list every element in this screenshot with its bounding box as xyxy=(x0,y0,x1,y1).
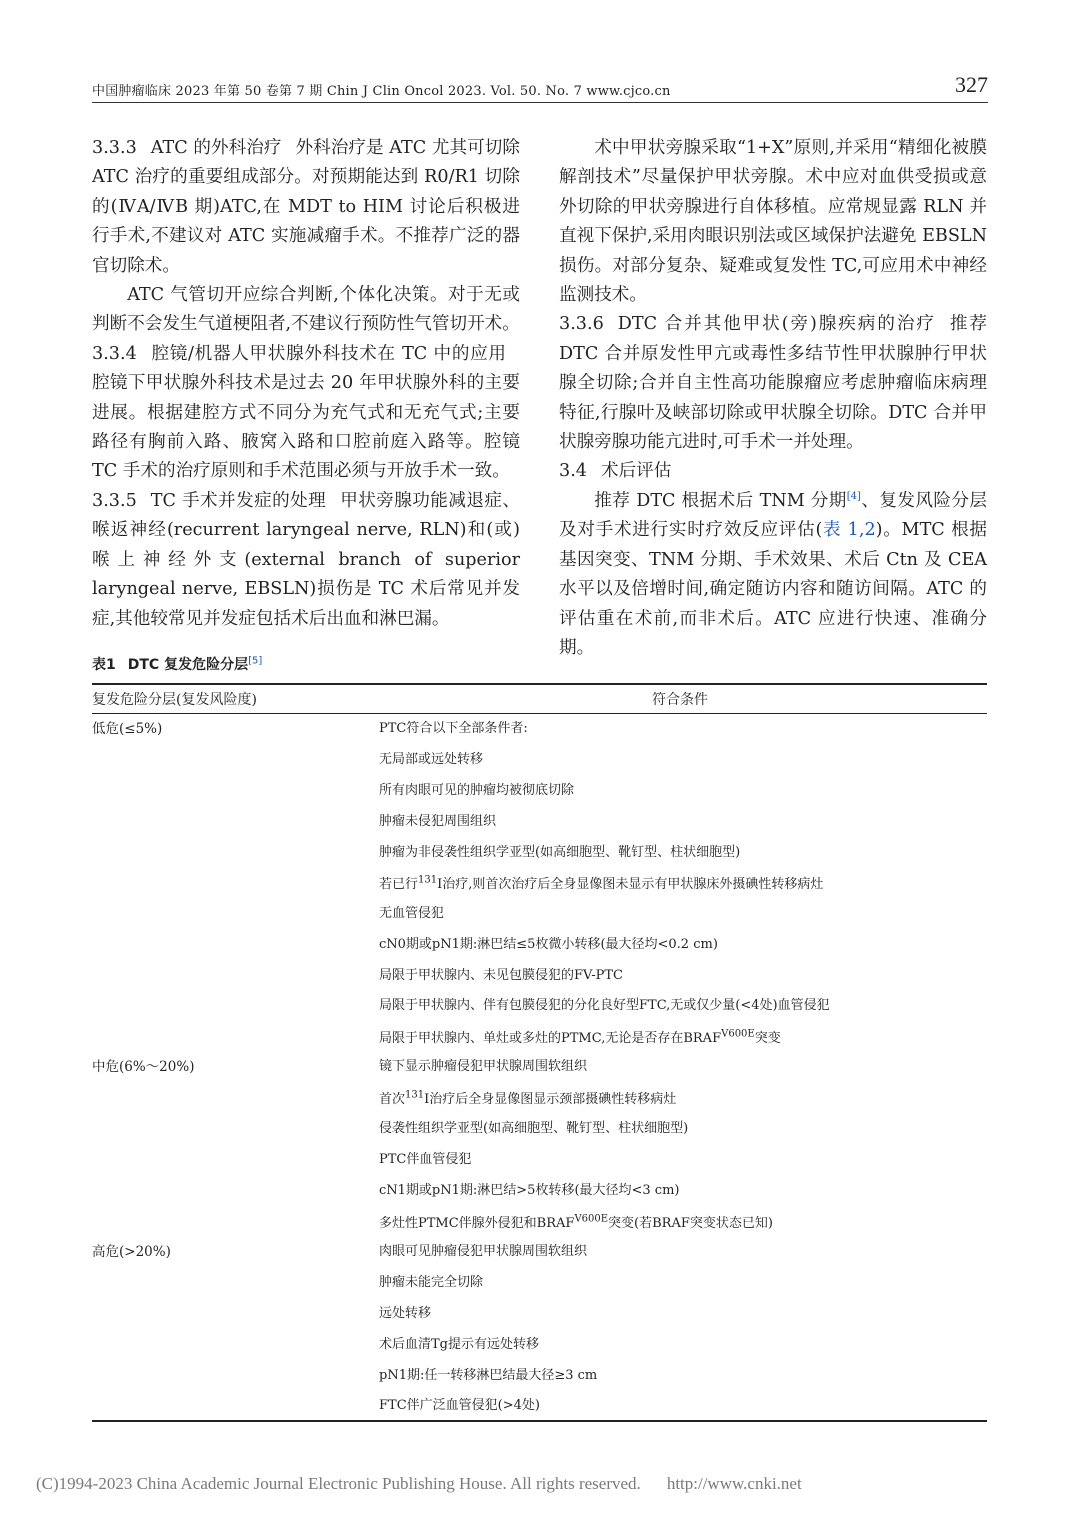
criterion: 无血管侵犯 xyxy=(379,906,445,921)
criterion: FTC伴广泛血管侵犯(>4处) xyxy=(379,1398,540,1413)
criterion: 肿瘤为非侵袭性组织学亚型(如高细胞型、靴钉型、柱状细胞型) xyxy=(379,845,741,860)
section-number: 3.3.5 xyxy=(92,490,137,511)
table-link[interactable]: 表 1,2 xyxy=(822,520,876,541)
parathyroid-paragraph: 术中甲状旁腺采取“1+X”原则,并采用“精细化被膜解剖技术”尽量保护甲状旁腺。术中应对血供受损或意外切除的甲状旁腺进行自体移植。应常规显露 RLN 并直视下保护,采用肉眼识别法或区域保护法避免 EBSLN 损伤。对部分复杂、疑难或复发性 TC,可应用术中神经监测技术。 xyxy=(559,138,987,306)
section-title: DTC 合并其他甲状(旁)腺疾病的治疗 xyxy=(617,314,936,335)
section-number: 3.3.3 xyxy=(92,138,137,158)
section-title: 腔镜/机器人甲状腺外科技术在 TC 中的应用 xyxy=(150,343,506,364)
page-footer xyxy=(36,1474,802,1494)
text-run: 突变(若BRAF突变状态已知) xyxy=(608,1216,773,1231)
superscript: 131 xyxy=(405,1089,425,1101)
section-title: ATC 的外科治疗 xyxy=(150,138,282,158)
criterion: 无局部或远处转移 xyxy=(379,752,484,767)
text-run: 推荐 DTC 根据术后 TNM 分期 xyxy=(594,490,847,511)
column-header-criteria: 符合条件 xyxy=(652,692,708,708)
tracheotomy-paragraph: ATC 气管切开应综合判断,个体化决策。对于无或判断不会发生气道梗阻者,不建议行预防性气管切开术。 xyxy=(92,285,520,335)
table-caption xyxy=(92,654,262,674)
section-number: 3.4 xyxy=(559,461,587,482)
criterion xyxy=(379,873,823,892)
left-column xyxy=(92,134,520,634)
table-header-rule xyxy=(92,713,987,714)
superscript: 131 xyxy=(418,874,438,886)
criterion: cN1期或pN1期:淋巴结>5枚转移(最大径均<3 cm) xyxy=(379,1183,680,1198)
text-run: 首次 xyxy=(379,1092,406,1107)
copyright-notice: (C)1994-2023 China Academic Journal Electronic Publishing House. All rights reserved. xyxy=(36,1474,641,1493)
criterion: 肿瘤未侵犯周围组织 xyxy=(379,814,497,829)
criterion: 远处转移 xyxy=(379,1306,432,1321)
risk-level-low: 低危(≤5%) xyxy=(92,721,163,737)
evaluation-paragraph xyxy=(559,487,987,663)
text-run: 突变 xyxy=(754,1031,781,1046)
criterion: PTC伴血管侵犯 xyxy=(379,1152,472,1167)
section-3-3-6 xyxy=(559,310,987,457)
section-body: 外科治疗是 ATC 尤其可切除 ATC 治疗的重要组成部分。对预期能达到 R0/R1 切除的(ⅣA/ⅣB 期)ATC,在 MDT to HIM 讨论后积极进行手术,不建议对 ATC 实施减瘤手术。不推荐广泛的器官切除术。 xyxy=(92,138,520,276)
text-run: 多灶性PTMC伴腺外侵犯和BRAF xyxy=(379,1216,575,1231)
criterion: cN0期或pN1期:淋巴结≤5枚微小转移(最大径均<0.2 cm) xyxy=(379,937,718,952)
criterion xyxy=(379,1088,676,1107)
criterion: 术后血清Tg提示有远处转移 xyxy=(379,1337,539,1352)
section-number: 3.3.4 xyxy=(92,343,137,364)
section-3-3-4 xyxy=(92,340,520,487)
section-number: 3.3.6 xyxy=(559,314,604,335)
right-column xyxy=(559,134,987,663)
risk-table xyxy=(92,683,987,1422)
section-3-3-5 xyxy=(92,487,520,634)
criterion xyxy=(379,1212,773,1231)
criterion: 镜下显示肿瘤侵犯甲状腺周围软组织 xyxy=(379,1059,588,1074)
citation-link[interactable]: [4] xyxy=(846,491,861,503)
risk-level-high: 高危(>20%) xyxy=(92,1244,171,1260)
criterion: 肿瘤未能完全切除 xyxy=(379,1275,484,1290)
text-run: 若已行 xyxy=(379,877,419,892)
superscript: V600E xyxy=(721,1028,755,1040)
criterion: 局限于甲状腺内、未见包膜侵犯的FV-PTC xyxy=(379,968,623,983)
criterion: 所有肉眼可见的肿瘤均被彻底切除 xyxy=(379,783,575,798)
section-3-4-heading xyxy=(559,457,987,486)
page-number: 327 xyxy=(955,72,988,97)
text-run: )。MTC 根据基因突变、TNM 分期、手术效果、术后 Ctn 及 CEA 水平以及倍增时间,确定随访内容和随访间隔。ATC 的评估重在术前,而非术后。ATC 应进行快速、准确分期。 xyxy=(559,520,987,658)
text-run: I治疗后全身显像图显示颈部摄碘性转移病灶 xyxy=(424,1092,677,1107)
section-title: 术后评估 xyxy=(600,461,672,482)
table-bottom-rule xyxy=(92,1420,987,1422)
criterion: 肉眼可见肿瘤侵犯甲状腺周围软组织 xyxy=(379,1244,588,1259)
criterion: PTC符合以下全部条件者: xyxy=(379,721,528,736)
page-header xyxy=(92,72,988,103)
risk-level-mid: 中危(6%～20%) xyxy=(92,1059,195,1075)
text-run: 局限于甲状腺内、单灶或多灶的PTMC,无论是否存在BRAF xyxy=(379,1031,722,1046)
footer-url[interactable]: http://www.cnki.net xyxy=(666,1474,802,1493)
section-body: 腔镜下甲状腺外科技术是过去 20 年甲状腺外科的主要进展。根据建腔方式不同分为充气式和无充气式;主要路径有胸前入路、腋窝入路和口腔前庭入路等。腔镜 TC 手术的治疗原则和手术范围必须与开放手术一致。 xyxy=(92,373,520,482)
table-top-rule xyxy=(92,683,987,685)
table-label: 表1 xyxy=(92,657,116,673)
superscript: V600E xyxy=(574,1213,609,1225)
section-body: 甲状旁腺功能减退症、喉返神经(recurrent laryngeal nerve, RLN)和(或)喉上神经外支(external branch of superior laryngeal nerve, EBSLN)损伤是 TC 术后常见并发症,其他较常见并发症包括术后出血和淋巴漏。 xyxy=(92,490,520,629)
section-title: TC 手术并发症的处理 xyxy=(150,490,327,511)
citation-link[interactable]: [5] xyxy=(248,655,263,667)
journal-citation: 中国肿瘤临床 2023 年第 50 卷第 7 期 Chin J Clin Oncol 2023. Vol. 50. No. 7 www.cjco.cn xyxy=(92,84,671,99)
criterion xyxy=(379,1027,781,1046)
text-run: 、复发风险分层及对手术进行实时疗效反应评估( xyxy=(559,490,987,541)
criterion: 侵袭性组织学亚型(如高细胞型、靴钉型、柱状细胞型) xyxy=(379,1121,689,1136)
section-body: 推荐 DTC 合并原发性甲亢或毒性多结节性甲状腺肿行甲状腺全切除;合并自主性高功能腺瘤应考虑肿瘤临床病理特征,行腺叶及峡部切除或甲状腺全切除。DTC 合并甲状腺旁腺功能亢进时,可手术一并处理。 xyxy=(559,314,987,453)
criterion: pN1期:任一转移淋巴结最大径≥3 cm xyxy=(379,1368,598,1383)
criterion: 局限于甲状腺内、伴有包膜侵犯的分化良好型FTC,无或仅少量(<4处)血管侵犯 xyxy=(379,998,830,1013)
text-run: I治疗,则首次治疗后全身显像图未显示有甲状腺床外摄碘性转移病灶 xyxy=(437,877,824,892)
table-title: DTC 复发危险分层 xyxy=(127,657,249,673)
section-3-3-3 xyxy=(92,134,520,281)
column-header-risk: 复发危险分层(复发风险度) xyxy=(92,692,257,708)
